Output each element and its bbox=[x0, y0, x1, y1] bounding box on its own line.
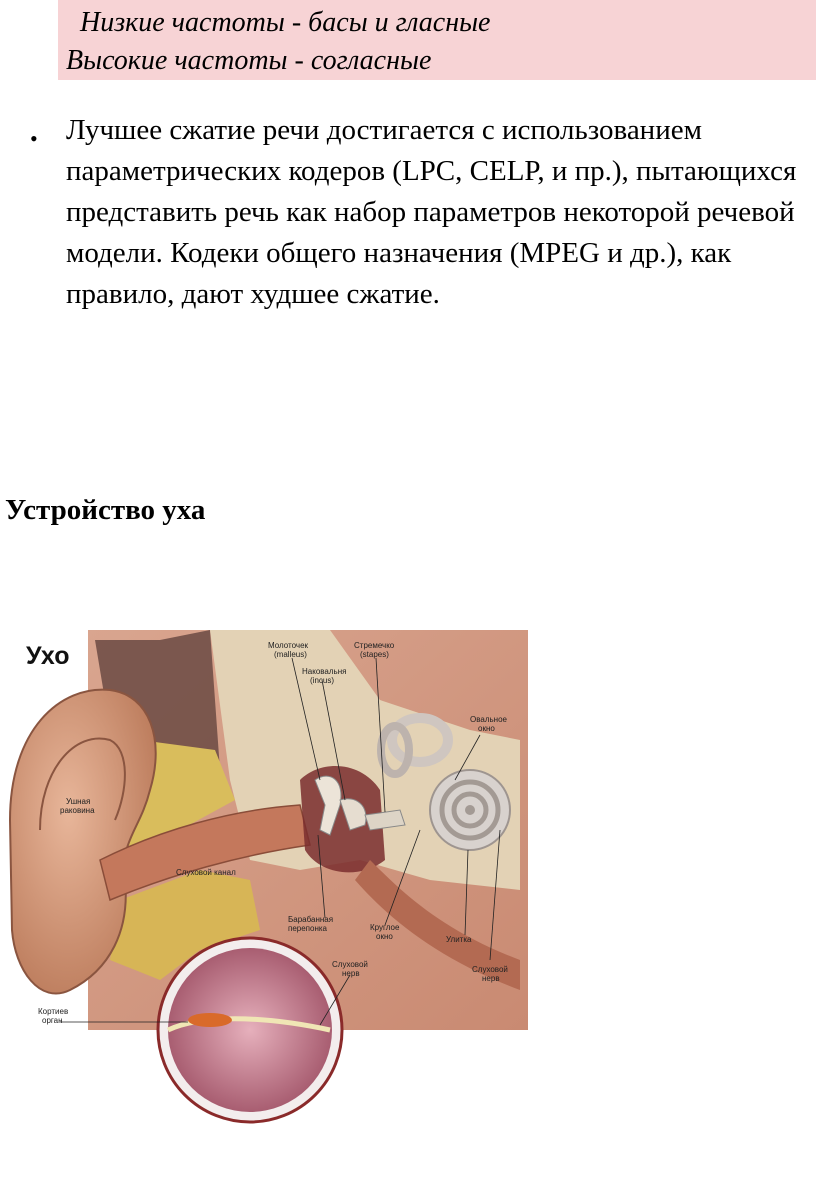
label-anvil: Наковальня bbox=[302, 667, 347, 676]
ear-anatomy-illustration bbox=[0, 630, 528, 1130]
label-auditory-nerve-2: нерв bbox=[342, 969, 360, 978]
label-round-window-2: окно bbox=[376, 932, 393, 941]
label-hammer: Молоточек bbox=[268, 641, 309, 650]
label-eardrum: Барабанная bbox=[288, 915, 334, 924]
label-auricle-2: раковина bbox=[60, 806, 95, 815]
label-hammer-sub: (malleus) bbox=[274, 650, 307, 659]
label-auditory-nerve-b: Слуховой bbox=[472, 965, 508, 974]
label-stirrup-sub: (stapes) bbox=[360, 650, 389, 659]
cochlea-center bbox=[465, 805, 475, 815]
highlight-line-high-frequencies: Высокие частоты - согласные bbox=[66, 45, 432, 76]
label-auricle: Ушная bbox=[66, 797, 91, 806]
bullet-marker: • bbox=[30, 126, 38, 151]
label-auditory-nerve: Слуховой bbox=[332, 960, 368, 969]
figure-title: Ухо bbox=[26, 642, 70, 670]
corti-organ-shape bbox=[188, 1013, 232, 1027]
label-corti: Кортиев bbox=[38, 1007, 69, 1016]
label-cochlea: Улитка bbox=[446, 935, 472, 944]
label-auditory-nerve-b2: нерв bbox=[482, 974, 500, 983]
label-oval-window: Овальное bbox=[470, 715, 507, 724]
label-anvil-sub: (incus) bbox=[310, 676, 335, 685]
label-eardrum-2: перепонка bbox=[288, 924, 328, 933]
label-stirrup: Стремечко bbox=[354, 641, 395, 650]
speech-compression-paragraph: Лучшее сжатие речи достигается с использованием параметрических кодеров (LPC, CELP, и пр.), пытающихся представить речь как набор параметров некоторой речевой модели. Кодеки общего назначения (MPEG и др.), как правило, дают худшее сжатие. bbox=[66, 114, 797, 310]
ear-anatomy-figure bbox=[0, 630, 528, 1130]
highlight-line-low-frequencies: Низкие частоты - басы и гласные bbox=[80, 7, 491, 38]
label-round-window: Круглое bbox=[370, 923, 400, 932]
label-oval-window-2: окно bbox=[478, 724, 495, 733]
label-corti-2: орган bbox=[42, 1016, 63, 1025]
corti-inset-tissue bbox=[168, 948, 332, 1112]
section-heading-ear-structure: Устройство уха bbox=[5, 494, 206, 526]
label-ear-canal: Слуховой канал bbox=[176, 868, 236, 877]
